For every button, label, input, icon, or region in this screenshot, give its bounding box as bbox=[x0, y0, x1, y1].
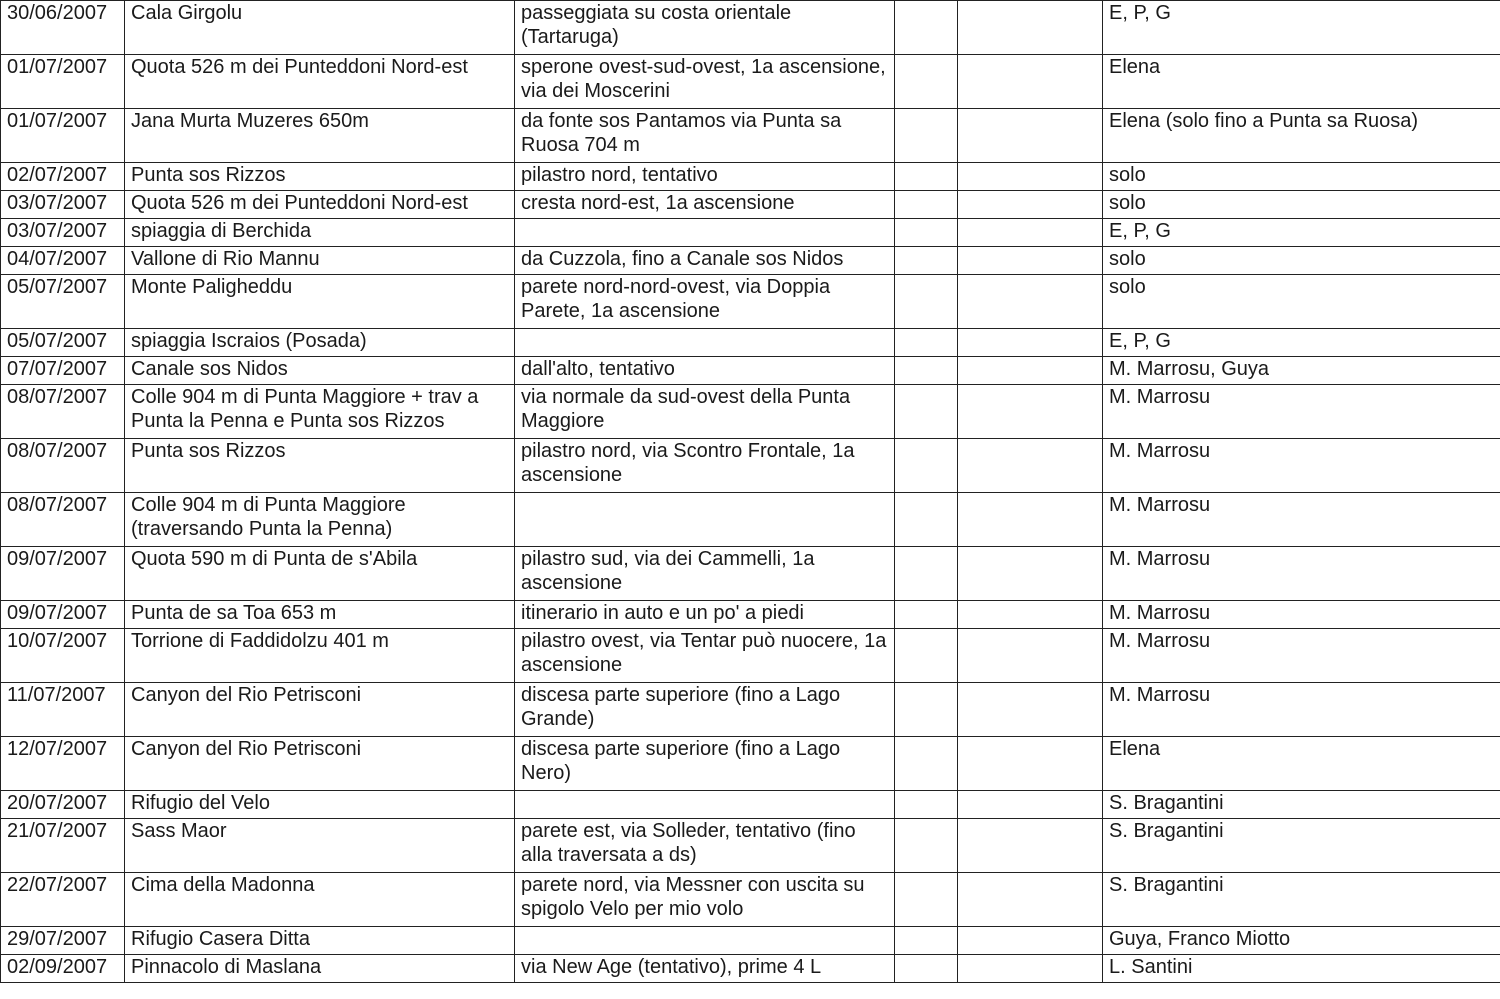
date-cell: 09/07/2007 bbox=[1, 547, 125, 601]
partners-cell: M. Marrosu bbox=[1103, 629, 1500, 683]
empty-cell-5 bbox=[958, 55, 1103, 109]
date-cell: 30/06/2007 bbox=[1, 1, 125, 55]
date-cell: 04/07/2007 bbox=[1, 247, 125, 275]
partners-cell: S. Bragantini bbox=[1103, 873, 1500, 927]
empty-cell-4 bbox=[895, 547, 958, 601]
place-cell: Colle 904 m di Punta Maggiore (traversando Punta la Penna) bbox=[125, 493, 515, 547]
place-cell: Cima della Madonna bbox=[125, 873, 515, 927]
date-cell: 05/07/2007 bbox=[1, 329, 125, 357]
place-cell: Punta de sa Toa 653 m bbox=[125, 601, 515, 629]
empty-cell-5 bbox=[958, 737, 1103, 791]
empty-cell-5 bbox=[958, 955, 1103, 983]
table-row bbox=[1, 385, 1500, 439]
empty-cell-4 bbox=[895, 275, 958, 329]
route-cell: pilastro sud, via dei Cammelli, 1a ascensione bbox=[515, 547, 895, 601]
place-cell: Punta sos Rizzos bbox=[125, 439, 515, 493]
date-cell: 08/07/2007 bbox=[1, 493, 125, 547]
table-row bbox=[1, 737, 1500, 791]
table-row bbox=[1, 439, 1500, 493]
empty-cell-5 bbox=[958, 357, 1103, 385]
table-row bbox=[1, 219, 1500, 247]
place-cell: Colle 904 m di Punta Maggiore + trav a Punta la Penna e Punta sos Rizzos bbox=[125, 385, 515, 439]
empty-cell-5 bbox=[958, 329, 1103, 357]
empty-cell-4 bbox=[895, 357, 958, 385]
place-cell: Punta sos Rizzos bbox=[125, 163, 515, 191]
date-cell: 08/07/2007 bbox=[1, 385, 125, 439]
empty-cell-5 bbox=[958, 191, 1103, 219]
empty-cell-5 bbox=[958, 247, 1103, 275]
partners-cell: solo bbox=[1103, 163, 1500, 191]
empty-cell-4 bbox=[895, 737, 958, 791]
partners-cell: Guya, Franco Miotto bbox=[1103, 927, 1500, 955]
partners-cell: solo bbox=[1103, 191, 1500, 219]
partners-cell: L. Santini bbox=[1103, 955, 1500, 983]
partners-cell: S. Bragantini bbox=[1103, 791, 1500, 819]
partners-cell: solo bbox=[1103, 275, 1500, 329]
place-cell: Sass Maor bbox=[125, 819, 515, 873]
empty-cell-5 bbox=[958, 219, 1103, 247]
place-cell: Quota 526 m dei Punteddoni Nord-est bbox=[125, 55, 515, 109]
place-cell: Canyon del Rio Petrisconi bbox=[125, 737, 515, 791]
place-cell: Monte Paligheddu bbox=[125, 275, 515, 329]
place-cell: spiaggia Iscraios (Posada) bbox=[125, 329, 515, 357]
partners-cell: E, P, G bbox=[1103, 219, 1500, 247]
place-cell: Torrione di Faddidolzu 401 m bbox=[125, 629, 515, 683]
table-row bbox=[1, 493, 1500, 547]
empty-cell-5 bbox=[958, 547, 1103, 601]
route-cell bbox=[515, 791, 895, 819]
empty-cell-4 bbox=[895, 955, 958, 983]
place-cell: Quota 526 m dei Punteddoni Nord-est bbox=[125, 191, 515, 219]
empty-cell-4 bbox=[895, 873, 958, 927]
place-cell: Pinnacolo di Maslana bbox=[125, 955, 515, 983]
empty-cell-5 bbox=[958, 439, 1103, 493]
date-cell: 01/07/2007 bbox=[1, 55, 125, 109]
place-cell: spiaggia di Berchida bbox=[125, 219, 515, 247]
route-cell: itinerario in auto e un po' a piedi bbox=[515, 601, 895, 629]
empty-cell-4 bbox=[895, 629, 958, 683]
partners-cell: solo bbox=[1103, 247, 1500, 275]
place-cell: Cala Girgolu bbox=[125, 1, 515, 55]
empty-cell-5 bbox=[958, 601, 1103, 629]
table-row bbox=[1, 629, 1500, 683]
empty-cell-5 bbox=[958, 927, 1103, 955]
route-cell: pilastro nord, tentativo bbox=[515, 163, 895, 191]
empty-cell-5 bbox=[958, 629, 1103, 683]
partners-cell: Elena bbox=[1103, 55, 1500, 109]
climbing-log-body bbox=[1, 1, 1500, 983]
partners-cell: M. Marrosu bbox=[1103, 601, 1500, 629]
date-cell: 07/07/2007 bbox=[1, 357, 125, 385]
route-cell: parete est, via Solleder, tentativo (fino alla traversata a ds) bbox=[515, 819, 895, 873]
table-row bbox=[1, 191, 1500, 219]
route-cell: da Cuzzola, fino a Canale sos Nidos bbox=[515, 247, 895, 275]
empty-cell-4 bbox=[895, 819, 958, 873]
empty-cell-4 bbox=[895, 683, 958, 737]
table-row bbox=[1, 247, 1500, 275]
empty-cell-5 bbox=[958, 819, 1103, 873]
table-row bbox=[1, 1, 1500, 55]
empty-cell-4 bbox=[895, 385, 958, 439]
date-cell: 11/07/2007 bbox=[1, 683, 125, 737]
partners-cell: M. Marrosu, Guya bbox=[1103, 357, 1500, 385]
date-cell: 21/07/2007 bbox=[1, 819, 125, 873]
route-cell: discesa parte superiore (fino a Lago Nero) bbox=[515, 737, 895, 791]
partners-cell: Elena bbox=[1103, 737, 1500, 791]
table-row bbox=[1, 683, 1500, 737]
route-cell bbox=[515, 927, 895, 955]
date-cell: 22/07/2007 bbox=[1, 873, 125, 927]
partners-cell: M. Marrosu bbox=[1103, 547, 1500, 601]
table-row bbox=[1, 109, 1500, 163]
table-row bbox=[1, 55, 1500, 109]
empty-cell-5 bbox=[958, 493, 1103, 547]
date-cell: 01/07/2007 bbox=[1, 109, 125, 163]
date-cell: 10/07/2007 bbox=[1, 629, 125, 683]
route-cell: via normale da sud-ovest della Punta Maggiore bbox=[515, 385, 895, 439]
empty-cell-5 bbox=[958, 873, 1103, 927]
table-row bbox=[1, 955, 1500, 983]
empty-cell-5 bbox=[958, 683, 1103, 737]
empty-cell-4 bbox=[895, 601, 958, 629]
table-row bbox=[1, 163, 1500, 191]
empty-cell-5 bbox=[958, 275, 1103, 329]
empty-cell-5 bbox=[958, 109, 1103, 163]
date-cell: 12/07/2007 bbox=[1, 737, 125, 791]
empty-cell-4 bbox=[895, 791, 958, 819]
empty-cell-4 bbox=[895, 219, 958, 247]
date-cell: 02/07/2007 bbox=[1, 163, 125, 191]
empty-cell-4 bbox=[895, 163, 958, 191]
partners-cell: M. Marrosu bbox=[1103, 439, 1500, 493]
route-cell: via New Age (tentativo), prime 4 L bbox=[515, 955, 895, 983]
table-row bbox=[1, 791, 1500, 819]
table-row bbox=[1, 357, 1500, 385]
table-row bbox=[1, 329, 1500, 357]
empty-cell-4 bbox=[895, 329, 958, 357]
route-cell: da fonte sos Pantamos via Punta sa Ruosa 704 m bbox=[515, 109, 895, 163]
partners-cell: M. Marrosu bbox=[1103, 385, 1500, 439]
table-row bbox=[1, 547, 1500, 601]
date-cell: 20/07/2007 bbox=[1, 791, 125, 819]
empty-cell-5 bbox=[958, 163, 1103, 191]
empty-cell-4 bbox=[895, 191, 958, 219]
place-cell: Canale sos Nidos bbox=[125, 357, 515, 385]
partners-cell: S. Bragantini bbox=[1103, 819, 1500, 873]
table-row bbox=[1, 927, 1500, 955]
table-row bbox=[1, 873, 1500, 927]
date-cell: 02/09/2007 bbox=[1, 955, 125, 983]
place-cell: Quota 590 m di Punta de s'Abila bbox=[125, 547, 515, 601]
place-cell: Canyon del Rio Petrisconi bbox=[125, 683, 515, 737]
partners-cell: M. Marrosu bbox=[1103, 493, 1500, 547]
empty-cell-5 bbox=[958, 791, 1103, 819]
table-row bbox=[1, 819, 1500, 873]
route-cell bbox=[515, 493, 895, 547]
empty-cell-5 bbox=[958, 385, 1103, 439]
date-cell: 05/07/2007 bbox=[1, 275, 125, 329]
route-cell: discesa parte superiore (fino a Lago Grande) bbox=[515, 683, 895, 737]
empty-cell-4 bbox=[895, 927, 958, 955]
route-cell: pilastro nord, via Scontro Frontale, 1a ascensione bbox=[515, 439, 895, 493]
table-row bbox=[1, 275, 1500, 329]
date-cell: 29/07/2007 bbox=[1, 927, 125, 955]
empty-cell-4 bbox=[895, 247, 958, 275]
route-cell: sperone ovest-sud-ovest, 1a ascensione, via dei Moscerini bbox=[515, 55, 895, 109]
route-cell: passeggiata su costa orientale (Tartaruga) bbox=[515, 1, 895, 55]
route-cell bbox=[515, 329, 895, 357]
route-cell: pilastro ovest, via Tentar può nuocere, 1a ascensione bbox=[515, 629, 895, 683]
date-cell: 09/07/2007 bbox=[1, 601, 125, 629]
route-cell: parete nord-nord-ovest, via Doppia Parete, 1a ascensione bbox=[515, 275, 895, 329]
place-cell: Rifugio Casera Ditta bbox=[125, 927, 515, 955]
route-cell bbox=[515, 219, 895, 247]
route-cell: parete nord, via Messner con uscita su spigolo Velo per mio volo bbox=[515, 873, 895, 927]
empty-cell-4 bbox=[895, 55, 958, 109]
place-cell: Rifugio del Velo bbox=[125, 791, 515, 819]
empty-cell-4 bbox=[895, 109, 958, 163]
route-cell: cresta nord-est, 1a ascensione bbox=[515, 191, 895, 219]
partners-cell: E, P, G bbox=[1103, 329, 1500, 357]
date-cell: 03/07/2007 bbox=[1, 219, 125, 247]
partners-cell: E, P, G bbox=[1103, 1, 1500, 55]
empty-cell-4 bbox=[895, 493, 958, 547]
place-cell: Jana Murta Muzeres 650m bbox=[125, 109, 515, 163]
date-cell: 03/07/2007 bbox=[1, 191, 125, 219]
partners-cell: Elena (solo fino a Punta sa Ruosa) bbox=[1103, 109, 1500, 163]
partners-cell: M. Marrosu bbox=[1103, 683, 1500, 737]
date-cell: 08/07/2007 bbox=[1, 439, 125, 493]
empty-cell-4 bbox=[895, 439, 958, 493]
route-cell: dall'alto, tentativo bbox=[515, 357, 895, 385]
empty-cell-4 bbox=[895, 1, 958, 55]
place-cell: Vallone di Rio Mannu bbox=[125, 247, 515, 275]
table-row bbox=[1, 601, 1500, 629]
empty-cell-5 bbox=[958, 1, 1103, 55]
